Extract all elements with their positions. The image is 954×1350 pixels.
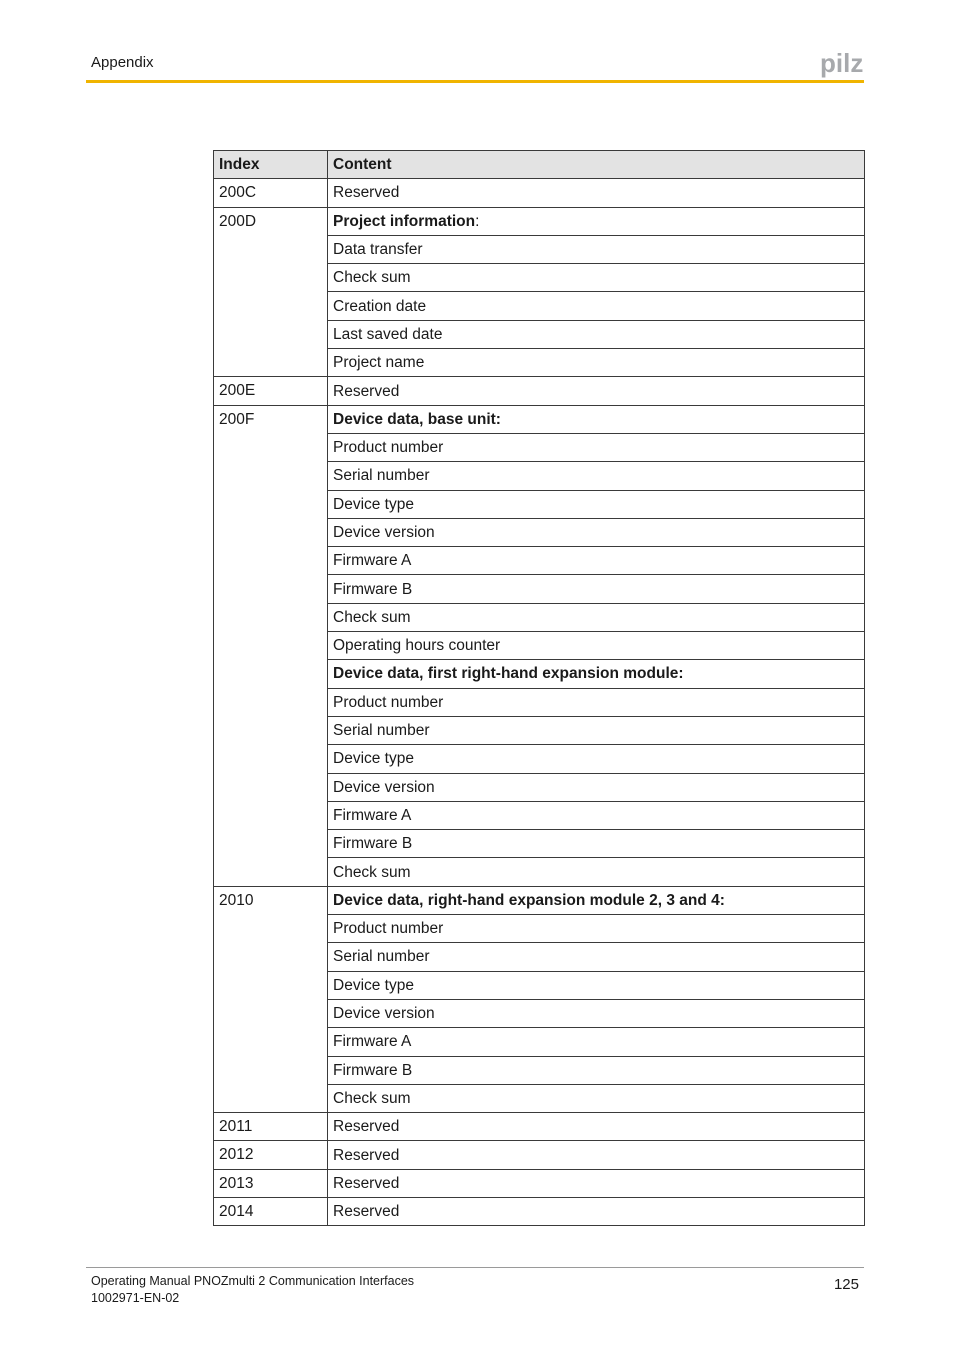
content-cell: Product number xyxy=(328,433,865,461)
index-cell: 200E xyxy=(214,377,328,405)
group-heading-text: Project information xyxy=(333,212,476,230)
content-group-heading: Device data, first right-hand expansion module: xyxy=(328,660,865,688)
content-cell: Firmware B xyxy=(328,575,865,603)
content-cell: Product number xyxy=(328,688,865,716)
index-cell: 2011 xyxy=(214,1113,328,1141)
content-cell: Operating hours counter xyxy=(328,632,865,660)
content-cell: Firmware B xyxy=(328,830,865,858)
content-cell: Check sum xyxy=(328,264,865,292)
index-column-header: Index xyxy=(214,151,328,179)
content-cell: Reserved xyxy=(328,1141,865,1169)
table-row xyxy=(214,179,865,207)
footer-document-info xyxy=(91,1273,414,1307)
page-number: 125 xyxy=(833,1276,859,1293)
index-cell: 2014 xyxy=(214,1197,328,1225)
group-heading-suffix: : xyxy=(475,212,480,230)
manual-title: Operating Manual PNOZmulti 2 Communication Interfaces xyxy=(91,1274,415,1288)
logo-text: pilz xyxy=(820,50,864,78)
content-cell: Check sum xyxy=(328,858,865,886)
table-row xyxy=(214,1169,865,1197)
content-cell: Reserved xyxy=(328,179,865,207)
content-cell: Data transfer xyxy=(328,235,865,263)
table-row xyxy=(214,1197,865,1225)
content-cell: Device type xyxy=(328,490,865,518)
table-row xyxy=(214,886,865,914)
index-cell: 200D xyxy=(214,207,328,377)
content-cell: Device type xyxy=(328,971,865,999)
content-cell: Serial number xyxy=(328,716,865,744)
content-cell: Firmware A xyxy=(328,547,865,575)
content-cell: Creation date xyxy=(328,292,865,320)
content-cell: Firmware A xyxy=(328,1028,865,1056)
content-cell: Reserved xyxy=(328,1113,865,1141)
content-group-heading: Device data, base unit: xyxy=(328,405,865,433)
content-cell: Check sum xyxy=(328,1084,865,1112)
table-row xyxy=(214,207,865,235)
content-cell: Firmware B xyxy=(328,1056,865,1084)
footer-divider xyxy=(86,1267,864,1268)
content-cell: Device version xyxy=(328,999,865,1027)
table-row xyxy=(214,1141,865,1169)
content-cell: Last saved date xyxy=(328,320,865,348)
content-column-header: Content xyxy=(328,151,865,179)
table-header-row xyxy=(214,151,865,179)
content-cell: Serial number xyxy=(328,943,865,971)
index-cell: 200F xyxy=(214,405,328,886)
document-number: 1002971-EN-02 xyxy=(91,1291,180,1305)
content-cell: Reserved xyxy=(328,1197,865,1225)
table-row xyxy=(214,1113,865,1141)
content-cell: Firmware A xyxy=(328,801,865,829)
content-cell: Device type xyxy=(328,745,865,773)
header-divider xyxy=(86,80,864,83)
index-cell: 2012 xyxy=(214,1141,328,1169)
table-row xyxy=(214,377,865,405)
content-group-heading xyxy=(328,207,865,235)
pilz-logo xyxy=(820,50,865,78)
index-cell: 200C xyxy=(214,179,328,207)
content-cell: Product number xyxy=(328,915,865,943)
content-group-heading: Device data, right-hand expansion module 2, 3 and 4: xyxy=(328,886,865,914)
content-cell: Device version xyxy=(328,773,865,801)
index-cell: 2010 xyxy=(214,886,328,1112)
section-title: Appendix xyxy=(91,54,154,71)
content-cell: Reserved xyxy=(328,1169,865,1197)
content-cell: Check sum xyxy=(328,603,865,631)
index-content-table xyxy=(213,150,865,1226)
content-cell: Project name xyxy=(328,349,865,377)
table-row xyxy=(214,405,865,433)
index-cell: 2013 xyxy=(214,1169,328,1197)
content-cell: Reserved xyxy=(328,377,865,405)
content-cell: Serial number xyxy=(328,462,865,490)
content-cell: Device version xyxy=(328,518,865,546)
